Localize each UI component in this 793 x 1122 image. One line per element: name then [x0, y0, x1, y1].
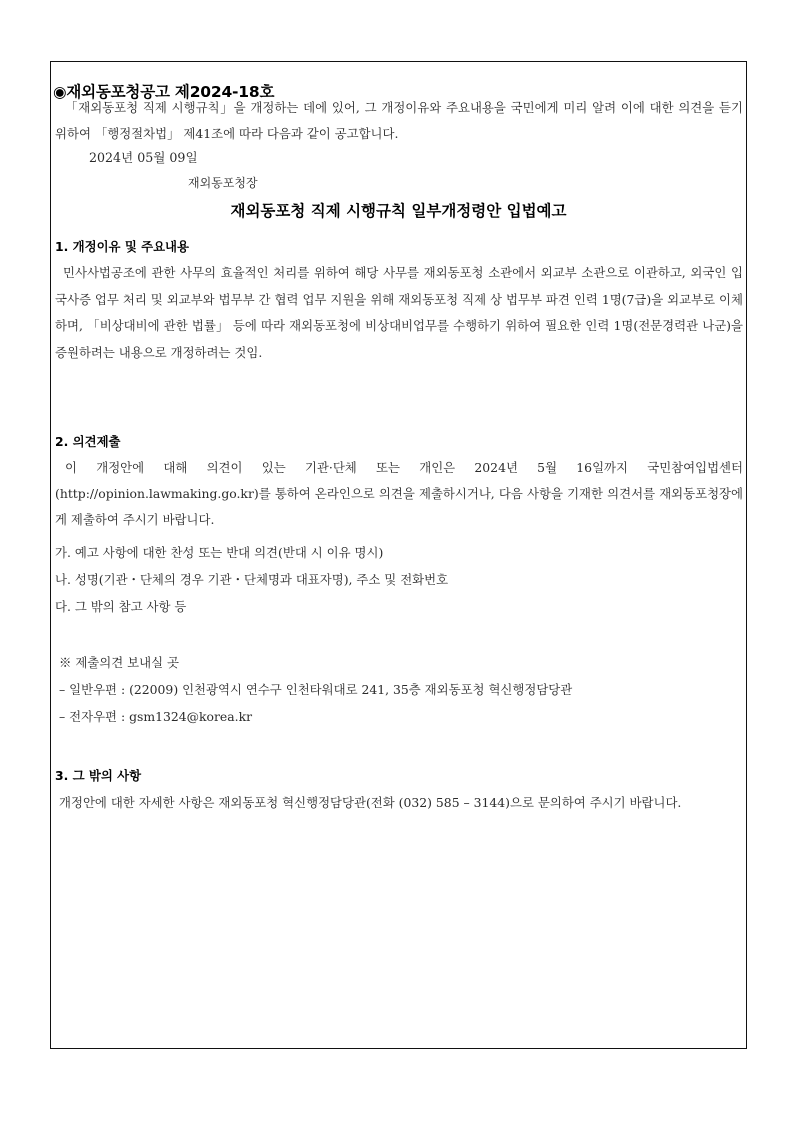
submission-email-address: – 전자우편 : gsm1324@korea.kr [59, 709, 253, 724]
section-2-body: 이 개정안에 대해 의견이 있는 기관·단체 또는 개인은 2024년 5월 16일까지 국민참여입법센터 (http://opinion.lawmaking.go.kr)를 통하여 온라인으로 의견을 제출하시거나, 다음 사항을 기재한 의견서를 재외동포청장에게 제출하여 주시기 바랍니다. [55, 460, 743, 527]
opinion-item-da: 다. 그 밖의 참고 사항 등 [55, 599, 187, 614]
submission-address-note: ※ 제출의견 보내실 곳 [59, 655, 179, 670]
section-1-body: 민사사법공조에 관한 사무의 효율적인 처리를 위하여 해당 사무를 재외동포청 소관에서 외교부 소관으로 이관하고, 외국인 입국사증 업무 처리 및 외교부와 법무부 간 협력 업무 지원을 위해 재외동포청 직제 상 법무부 파견 인력 1명(7급)을 외교부로 이체하며, 「비상대비에 관한 법률」 등에 따라 재외동포청에 비상대비업무를 수행하기 위하여 필요한 인력 1명(전문경력관 나군)을 증원하려는 내용으로 개정하려는 것임. [55, 265, 743, 360]
notice-issuer: 재외동포청장 [188, 176, 258, 190]
document-title: 재외동포청 직제 시행규칙 일부개정령안 입법예고 [230, 202, 567, 220]
section-3-heading: 3. 그 밖의 사항 [55, 768, 142, 783]
opinion-item-na: 나. 성명(기관・단체의 경우 기관・단체명과 대표자명), 주소 및 전화번호 [55, 572, 449, 587]
notice-document [50, 61, 747, 1049]
section-2-heading: 2. 의견제출 [55, 434, 121, 449]
notice-number: ◉재외동포청공고 제2024-18호 [53, 82, 275, 101]
section-1-heading: 1. 개정이유 및 주요내용 [55, 239, 189, 254]
section-3-body: 개정안에 대한 자세한 사항은 재외동포청 혁신행정담당관(전화 (032) 585 – 3144)으로 문의하여 주시기 바랍니다. [59, 795, 682, 810]
submission-postal-address: – 일반우편 : (22009) 인천광역시 연수구 인천타워대로 241, 35층 재외동포청 혁신행정담당관 [59, 682, 573, 697]
notice-date: 2024년 05월 09일 [89, 150, 198, 165]
notice-intro: 「재외동포청 직제 시행규칙」을 개정하는 데에 있어, 그 개정이유와 주요내용을 국민에게 미리 알려 이에 대한 의견을 듣기 위하여 「행정절차법」 제41조에 따라 다음과 같이 공고합니다. [55, 100, 743, 141]
opinion-item-ga: 가. 예고 사항에 대한 찬성 또는 반대 의견(반대 시 이유 명시) [55, 545, 384, 560]
